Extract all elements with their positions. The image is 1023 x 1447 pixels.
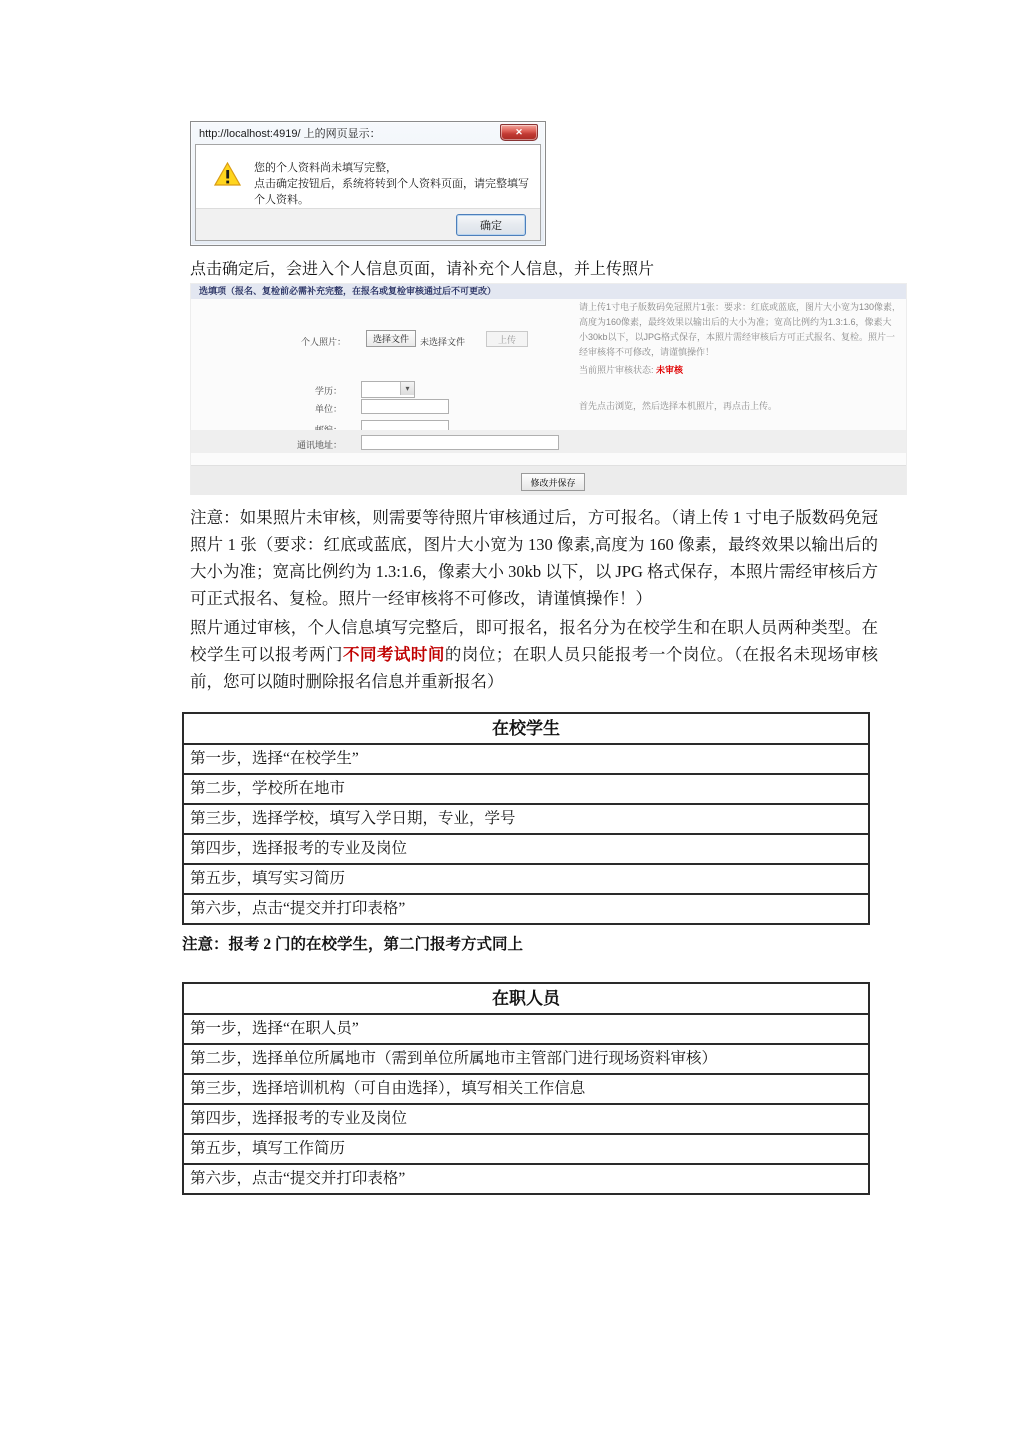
education-select[interactable] <box>361 381 415 398</box>
table-row: 第五步，填写工作简历 <box>184 1135 868 1165</box>
different-exam-time-highlight: 不同考试时间 <box>342 645 445 664</box>
no-file-selected-text: 未选择文件 <box>420 337 466 347</box>
dialog-message-line1: 您的个人资料尚未填写完整， <box>254 162 397 174</box>
table-row: 第四步，选择报考的专业及岗位 <box>184 835 868 865</box>
photo-status-badge: 未审核 <box>656 365 684 375</box>
upload-hint-text: 首先点击浏览，然后选择本机照片，再点击上传。 <box>579 401 778 411</box>
save-button[interactable]: 修改并保存 <box>521 473 585 491</box>
upload-button[interactable]: 上传 <box>486 331 528 347</box>
dialog-message-line2: 点击确定按钮后，系统将转到个人资料页面，请完整填写个人资料。 <box>254 178 529 206</box>
address-field[interactable] <box>361 435 559 450</box>
close-icon[interactable]: ✕ <box>500 124 538 141</box>
chevron-down-icon: ▾ <box>400 382 414 395</box>
table-row: 第二步，选择单位所属地市（需到单位所属地市主管部门进行现场资料审核） <box>184 1045 868 1075</box>
photo-requirements-panel <box>579 300 897 414</box>
dialog-titlebar <box>191 122 545 143</box>
students-steps-table <box>182 712 870 925</box>
paragraph-photo-note: 注意：如果照片未审核，则需要等待照片审核通过后，方可报名。（请上传 1 寸电子版数码免冠照片 1 张（要求：红底或蓝底，图片大小宽为 130 像素,高度为 160 像素，最终效果以输出后的大小为准；宽高比例约为 1.3:1.6，像素大小 30kb 以下，以 JPG 格式保存，本照片需经审核后方可正式报名、复检。照片一经审核将不可修改，请谨慎操作！） <box>190 508 879 608</box>
dialog-message <box>254 160 532 208</box>
paragraph-signup-note-end: 的岗位；在职人员只能报考一个岗位。（在报名未现场审核前，您可以随时删除报名信息并重新报名） <box>190 645 879 691</box>
table-row: 第四步，选择报考的专业及岗位 <box>184 1105 868 1135</box>
education-label: 学历： <box>315 386 343 396</box>
form-footer-bar <box>191 465 906 495</box>
students-table-note: 注意：报考 2 门的在校学生，第二门报考方式同上 <box>182 936 524 953</box>
address-label: 通讯地址： <box>297 440 343 450</box>
warning-icon <box>214 162 241 208</box>
table-row: 第三步，选择培训机构（可自由选择），填写相关工作信息 <box>184 1075 868 1105</box>
browser-alert-dialog <box>190 121 546 246</box>
paragraph-signup-note-start: 照片通过审核，个人信息填写完整后，即可报名，报名分为在校学生和在职人员两种类型。在校学生可以报考两门 <box>190 618 878 664</box>
table-row: 第六步，点击“提交并打印表格” <box>190 1170 406 1187</box>
form-header-bar: 选填项（报名、复检前必需补充完整，在报名或复检审核通过后不可更改） <box>191 284 906 299</box>
table-row: 第六步，点击“提交并打印表格” <box>190 900 406 917</box>
employees-steps-table <box>182 982 870 1195</box>
paragraph-signup-note <box>190 614 878 695</box>
photo-label: 个人照片： <box>301 337 347 347</box>
table-row: 第二步，学校所在地市 <box>184 775 868 805</box>
dialog-body-panel <box>195 144 541 241</box>
dialog-footer <box>196 208 540 240</box>
caption-text: 点击确定后，会进入个人信息页面，请补充个人信息，并上传照片 <box>190 261 655 278</box>
table-row: 第一步，选择“在校学生” <box>184 745 868 775</box>
photo-requirements-text: 请上传1寸电子版数码免冠照片1张：要求：红底或蓝底，图片大小宽为130像素,高度为160像素，最终效果以输出后的大小为准；宽高比例约为1.3:1.6，像素大小30kb以下，以JPG格式保存，本照片需经审核后方可正式报名、复检。照片一经审核将不可修改，请谨慎操作！ <box>579 302 896 357</box>
body-paragraphs <box>190 504 878 695</box>
choose-file-button[interactable]: 选择文件 <box>366 330 416 347</box>
students-table-title: 在校学生 <box>184 714 868 745</box>
dialog-title: http://localhost:4919/ 上的网页显示： <box>199 127 381 140</box>
table-row: 第一步，选择“在职人员” <box>184 1015 868 1045</box>
photo-status-line <box>579 363 897 378</box>
profile-form-screenshot <box>190 283 907 495</box>
unit-field[interactable] <box>361 399 449 414</box>
photo-status-label: 当前照片审核状态: <box>579 365 654 375</box>
employees-table-title: 在职人员 <box>184 984 868 1015</box>
table-row: 第五步，填写实习简历 <box>184 865 868 895</box>
ok-button[interactable]: 确定 <box>456 214 526 236</box>
table-row: 第三步，选择学校，填写入学日期，专业，学号 <box>184 805 868 835</box>
unit-label: 单位： <box>315 404 343 414</box>
